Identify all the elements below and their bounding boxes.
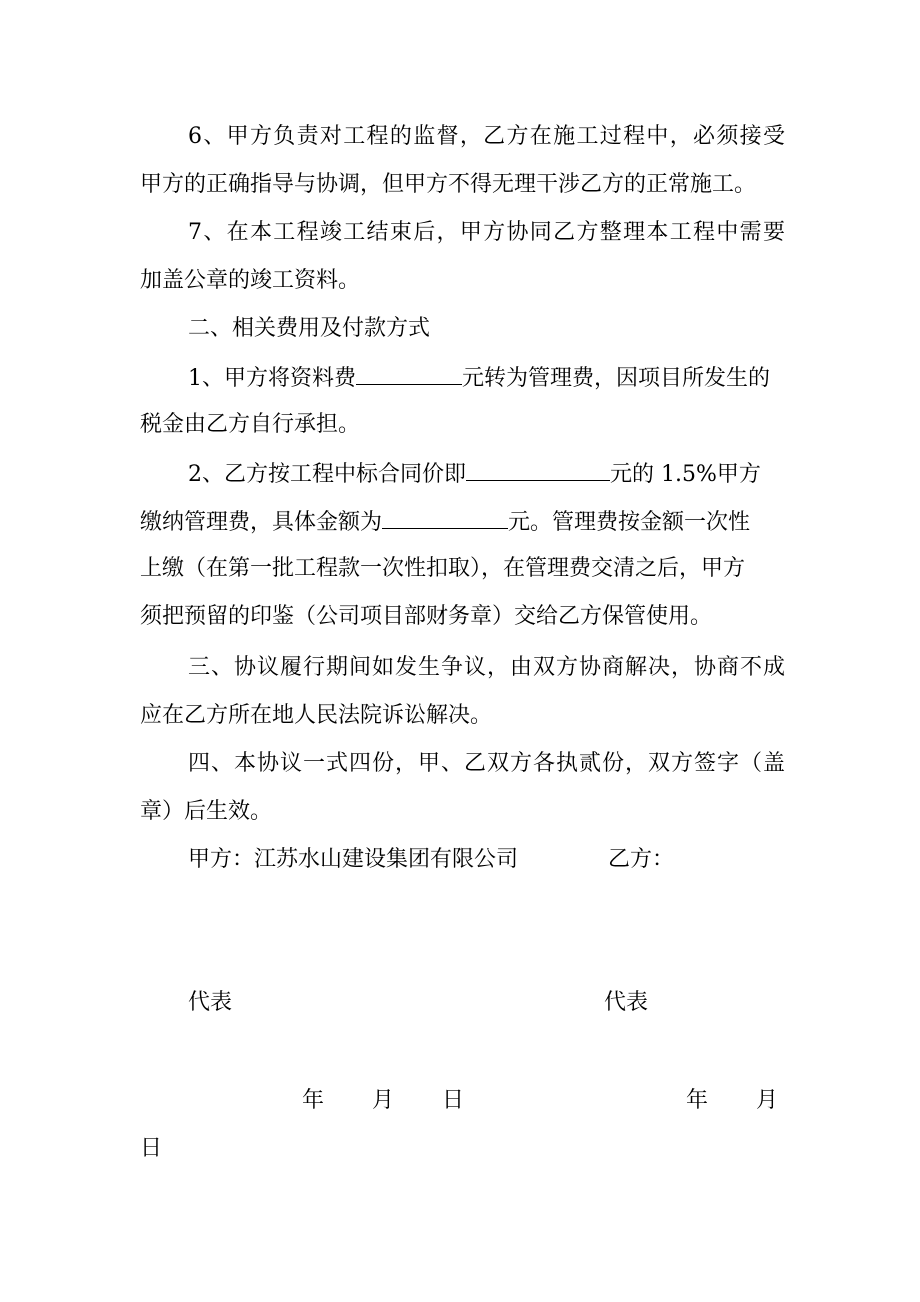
item2-text-b: 元的 1.5%甲方 (610, 462, 761, 487)
section2-heading: 二、相关费用及付款方式 (188, 316, 431, 341)
party-a-label: 甲方：江苏水山建设集团有限公司 (188, 847, 519, 872)
party-b-month: 月 (756, 1088, 779, 1113)
party-a-year: 年 (302, 1088, 325, 1113)
party-b-label: 乙方： (608, 847, 675, 872)
section2-item2-line3: 上缴（在第一批工程款一次性扣取），在管理费交清之后，甲方 (140, 556, 746, 581)
fee-blank (356, 362, 462, 385)
item1-text-a: 1、甲方将资料费 (188, 366, 356, 391)
clause7-line1: 7、在本工程竣工结束后，甲方协同乙方整理本工程中需要 (188, 220, 785, 245)
section2-item1-line2: 税金由乙方自行承担。 (140, 412, 361, 437)
section3-line1: 三、协议履行期间如发生争议，由双方协商解决，协商不成 (188, 655, 785, 680)
clause6-line1: 6、甲方负责对工程的监督，乙方在施工过程中，必须接受 (188, 124, 785, 149)
item1-text-b: 元转为管理费，因项目所发生的 (462, 366, 771, 391)
party-b-year: 年 (686, 1088, 709, 1113)
section4-line1: 四、本协议一式四份，甲、乙双方各执贰份，双方签字（盖 (188, 751, 785, 776)
party-b-day: 日 (140, 1136, 163, 1161)
clause6-line2: 甲方的正确指导与协调，但甲方不得无理干涉乙方的正常施工。 (140, 172, 757, 197)
amount-blank (382, 506, 508, 529)
section2-item2-line2 (140, 506, 785, 536)
party-b-representative: 代表 (604, 990, 649, 1015)
contract-price-blank (466, 458, 610, 481)
clause7-line2: 加盖公章的竣工资料。 (140, 268, 361, 293)
section4-line2: 章）后生效。 (140, 799, 273, 824)
section3-line2: 应在乙方所在地人民法院诉讼解决。 (140, 703, 493, 728)
section2-item1-line1 (188, 362, 785, 392)
section2-item2-line1 (188, 458, 785, 488)
party-a-day: 日 (442, 1088, 465, 1113)
party-a-month: 月 (372, 1088, 395, 1113)
item2-text-d: 元。管理费按金额一次性 (508, 510, 751, 535)
item2-text-c: 缴纳管理费，具体金额为 (140, 510, 383, 535)
section2-item2-line4: 须把预留的印鉴（公司项目部财务章）交给乙方保管使用。 (140, 604, 713, 629)
party-a-representative: 代表 (188, 990, 233, 1015)
item2-text-a: 2、乙方按工程中标合同价即 (188, 462, 466, 487)
